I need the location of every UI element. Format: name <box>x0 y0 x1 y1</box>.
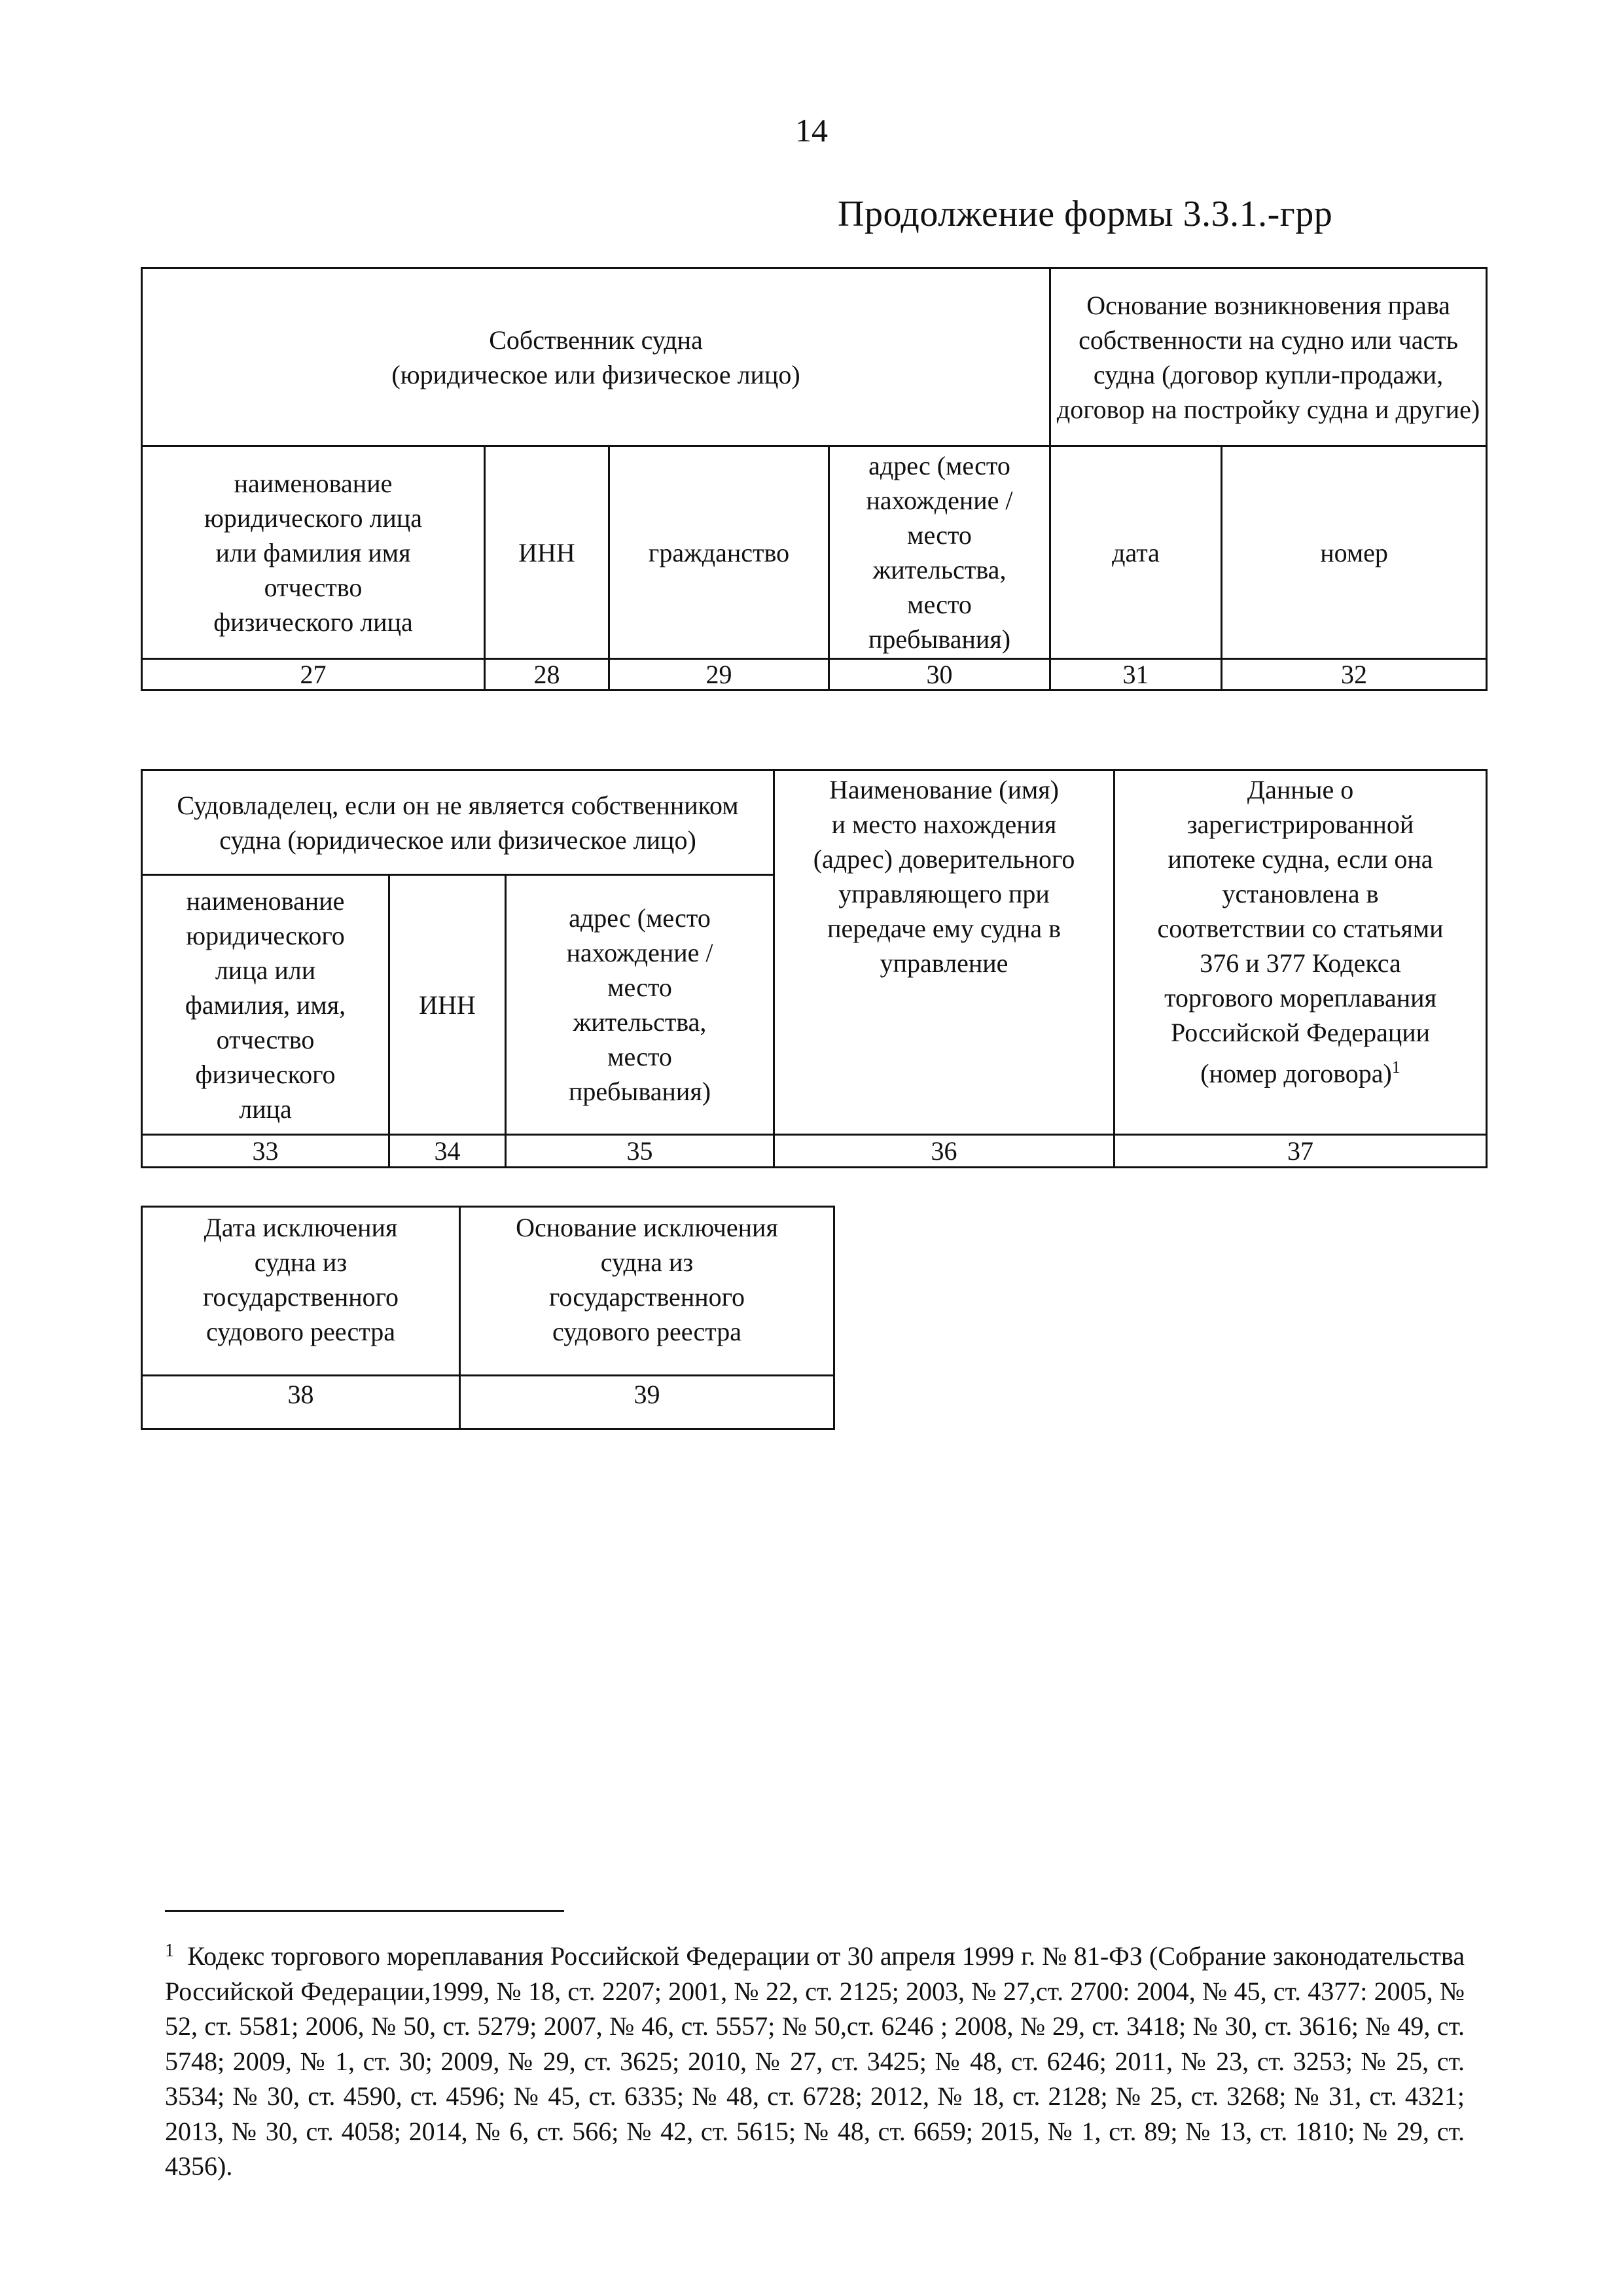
owner-header: Собственник судна (юридическое или физическое лицо) <box>142 268 1050 446</box>
trustee-header: Наименование (имя) и место нахождения (адрес) доверительного управляющего при передаче ему судна в управление <box>774 770 1115 1135</box>
column-number: 32 <box>1222 659 1487 691</box>
basis-number-column: номер <box>1222 446 1487 659</box>
column-number: 27 <box>142 659 485 691</box>
column-number: 39 <box>460 1376 834 1429</box>
shipowner-table <box>141 769 1488 1168</box>
exclusion-table <box>141 1206 835 1430</box>
column-number: 36 <box>774 1135 1115 1168</box>
shipowner-name-column: наименование юридического лица или фамилия, имя, отчество физического лица <box>142 875 389 1135</box>
shipowner-address-column: адрес (место нахождение / место жительства, место пребывания) <box>506 875 774 1135</box>
exclusion-basis-column: Основание исключения судна из государственного судового реестра <box>460 1207 834 1376</box>
mortgage-header <box>1115 770 1487 1135</box>
owner-inn-column: ИНН <box>485 446 609 659</box>
owner-table <box>141 267 1488 691</box>
column-number: 28 <box>485 659 609 691</box>
footnote-mark: 1 <box>165 1941 174 1961</box>
basis-date-column: дата <box>1050 446 1222 659</box>
mortgage-header-text: Данные о зарегистрированной ипотеке судна, если она установлена в соответствии со статьями 376 и 377 Кодекса торгового мореплавания Российской Федерации (номер договора) <box>1157 775 1444 1088</box>
column-number: 30 <box>829 659 1050 691</box>
column-number: 29 <box>609 659 829 691</box>
owner-citizenship-column: гражданство <box>609 446 829 659</box>
column-number: 34 <box>389 1135 506 1168</box>
column-number: 38 <box>142 1376 460 1429</box>
owner-name-column: наименование юридического лица или фамилия имя отчество физического лица <box>142 446 485 659</box>
exclusion-date-column: Дата исключения судна из государственного судового реестра <box>142 1207 460 1376</box>
footnote <box>165 1939 1465 2184</box>
column-number: 37 <box>1115 1135 1487 1168</box>
owner-address-column: адрес (место нахождение / место жительства, место пребывания) <box>829 446 1050 659</box>
column-number: 31 <box>1050 659 1222 691</box>
footnote-separator <box>165 1910 564 1912</box>
column-number: 33 <box>142 1135 389 1168</box>
footnote-reference: 1 <box>1391 1058 1400 1077</box>
footnote-text: Кодекс торгового мореплавания Российской Федерации от 30 апреля 1999 г. № 81-ФЗ (Собрание законодательства Российской Федерации,1999, № 18, ст. 2207; 2001, № 22, ст. 2125; 2003, № 27,ст. 2700: 2004, № 45, ст. 4377: 2005, № 52, ст. 5581; 2006, № 50, ст. 5279; 2007, № 46, ст. 5557; № 50,ст. 6246 ; 2008, № 29, ст. 3418; № 30, ст. 3616; № 49, ст. 5748; 2009, № 1, ст. 30; 2009, № 29, ст. 3625; 2010, № 27, ст. 3425; № 48, ст. 6246; 2011, № 23, ст. 3253; № 25, ст. 3534; № 30, ст. 4590, ст. 4596; № 45, ст. 6335; № 48, ст. 6728; 2012, № 18, ст. 2128; № 25, ст. 3268; № 31, ст. 4321; 2013, № 30, ст. 4058; 2014, № 6, ст. 566; № 42, ст. 5615; № 48, ст. 6659; 2015, № 1, ст. 89; № 13, ст. 1810; № 29, ст. 4356). <box>165 1941 1465 2181</box>
shipowner-header: Судовладелец, если он не является собственником судна (юридическое или физическое лицо) <box>142 770 774 875</box>
ownership-basis-header: Основание возникновения права собственности на судно или часть судна (договор купли-продажи, договор на постройку судна и другие) <box>1050 268 1487 446</box>
form-heading: Продолжение формы 3.3.1.-грр <box>838 194 1333 234</box>
shipowner-inn-column: ИНН <box>389 875 506 1135</box>
page-number: 14 <box>795 112 828 149</box>
column-number: 35 <box>506 1135 774 1168</box>
